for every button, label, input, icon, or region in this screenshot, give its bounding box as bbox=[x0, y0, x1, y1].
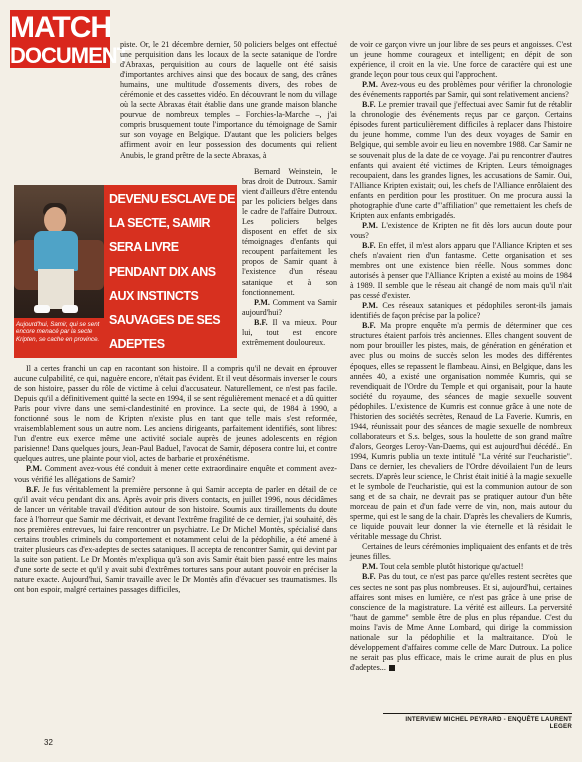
article-credit: INTERVIEW MICHEL PEYRARD - ENQUÊTE LAURENT LEGER bbox=[383, 713, 572, 730]
interview-question bbox=[350, 301, 572, 321]
article-paragraph: Il a certes franchi un cap en racontant son histoire. Il a compris qu'il ne devait en éprouver aucune culpabilité, ce qui, naguère encore, n'était pas évident. Et il veut désormais inverser le cours de son histoire, passer du rôle de victime à celui d'accusateur. Naturellement, ce n'est pas facile. Depuis qu'il a définitivement quitté la secte en 1994, il se sent régulièrement menacé et a dû quitter Paris pour vivre dans une semi-clandestinité en province. La secte qui, de 1984 à 1990, a fonctionné sous le nom de Kripten n'existe plus en tant que telle mais s'est reformée, vraisemblablement sous un autre nom. Les anciens dirigeants, parfaitement identifiés, sont libres: l'un d'entre eux exerce même une activité sociale auprès de jeunes adolescents en région parisienne! Dans quelques jours, Jean-Paul Baduel, l'avocat de Samir, déposera contre lui, et contre quelques autres, une plainte pour viol, actes de barbarie et proxénétisme. bbox=[14, 364, 337, 464]
question-text: Ces réseaux sataniques et pédophiles seront-ils jamais identifiés de façon précise par la police? bbox=[350, 301, 572, 321]
answer-text: Le premier travail que j'effectuai avec Samir fut de rétablir la chronologie des événements reçus par ce garçon. Certains épisodes furent particulièrement difficiles à replacer dans l'histoire du jeune homme, comme l'un des deux voyages de Samir en Belgique, qui semble avoir eu lieu en novembre 1988. Car Samir ne se souvenait plus de la date de ce voyage. J'ai pu rencontrer d'autres enfants qui avaient été victimes de Kripten. Leurs témoignages recoupaient, dans les grandes lignes, les accusations de Samir. Oui, l'Alliance Kripten existait; oui, les chefs de l'Alliance enrôlaient des enfants en perdition pour les prostituer. On me procura aussi la photographie d'une carte d'"affiliation" que remettaient les chefs de Kripten aux enfants embrigadés. bbox=[350, 100, 573, 220]
answer-text: Je fus véritablement la première personne à qui Samir accepta de parler en détail de ce qu'il avait vécu pendant dix ans. Après avoir pris divers contacts, en juillet 1996, nous décidâmes de lancer un véritable travail d'édition autour de son histoire. Soumis aux tiraillements du doute face à l'horreur que Samir me décrivait, et devant l'extrême fragilité de ce dernier, j'ai souhaité, dès nos premières entrevues, lui faire rencontrer un psychiatre. Le Dr Michel Montès, spécialisé dans certains troubles criminels du comportement et notamment celui de la pédophilie, a été amené à traiter plusieurs cas d'ex-adeptes de sectes sataniques. Il accepta de rencontrer Samir, qui devint par la suite son patient. Le Dr Montès m'expliqua qu'à son avis Samir était bien passé entre les mains d'une sorte de secte et qu'il y avait subi d'extrêmes tortures sans pour autant pouvoir en préciser la nature exacte. Aujourd'hui, Samir travaille avec le Dr Montès afin d'évacuer ses traumatismes. Ils ont bon espoir, malgré certaines passages difficiles, bbox=[14, 484, 337, 595]
answer-text: Pas du tout, ce n'est pas parce qu'elles restent secrètes que ces sectes ne sont pas plus nombreuses. Et si, aujourd'hui, certaines affaires sont mises en lumière, ce n'est pas grâce à une prise de conscience de la magistrature. La vérité est ailleurs. La perversité "haut de gamme" semble être de plus en plus répandue. C'est du moins l'avis de Mme Anne Lombard, qui dirige la commission nationale sur la pédophilie et la maltraitance. D'où le développement d'affaires comme celle de Marc Dutroux. La police ne serait pas plus efficace, mais le crime aurait de plus en plus d'adeptes... bbox=[350, 572, 572, 672]
article-paragraph: Certaines de leurs cérémonies impliquaient des enfants et de très jeunes filles. bbox=[350, 542, 572, 562]
interview-question bbox=[242, 298, 337, 318]
portrait-photo bbox=[14, 185, 104, 318]
speaker-label: B.F. bbox=[362, 321, 376, 331]
photo-feature-block bbox=[14, 185, 237, 358]
magazine-logo bbox=[10, 10, 130, 68]
speaker-label: P.M. bbox=[254, 297, 270, 307]
speaker-label: P.M. bbox=[362, 220, 378, 230]
speaker-label: B.F. bbox=[254, 317, 268, 327]
question-text: Avez-vous eu des problèmes pour vérifier la chronologie des événements rapportés par Samir, qui sont relativement anciens? bbox=[350, 80, 572, 100]
speaker-label: P.M. bbox=[26, 464, 42, 474]
interview-question bbox=[350, 80, 572, 100]
photo-caption: Aujourd'hui, Samir, qui se sent encore menacé par la secte Kripten, se cache en province. bbox=[16, 321, 100, 343]
article-column-1-top bbox=[120, 40, 337, 161]
interview-answer bbox=[350, 321, 572, 542]
logo-line2: DOCUMENT bbox=[10, 43, 130, 68]
speaker-label: B.F. bbox=[362, 100, 376, 110]
speaker-label: P.M. bbox=[362, 562, 378, 572]
page-number: 32 bbox=[44, 738, 53, 747]
speaker-label: P.M. bbox=[362, 301, 378, 311]
feature-headline: DEVENU ESCLAVE DE LA SECTE, SAMIR SERA LIVRE PENDANT DIX ANS AUX INSTINCTS SAUVAGES DE SES ADEPTES bbox=[109, 192, 236, 352]
interview-answer bbox=[350, 241, 572, 301]
interview-question bbox=[14, 464, 337, 484]
answer-text: Il va mieux. Pour lui, tout est encore extrêmement douloureux. bbox=[242, 317, 337, 347]
question-text: L'existence de Kripten ne fit dès lors aucun doute pour vous? bbox=[350, 220, 572, 240]
interview-answer bbox=[14, 485, 337, 596]
interview-answer bbox=[350, 100, 572, 221]
question-text: Comment va Samir aujourd'hui? bbox=[242, 297, 337, 317]
speaker-label: B.F. bbox=[362, 240, 376, 250]
interview-answer bbox=[350, 572, 572, 672]
interview-question bbox=[350, 221, 572, 241]
interview-answer bbox=[242, 318, 337, 348]
article-paragraph: piste. Or, le 21 décembre dernier, 50 policiers belges ont effectué une perquisition dans les locaux de la secte satanique de l'ordre d'Abraxas, perquisition au cours de laquelle ont été saisis d'importantes archives ainsi que des bocaux de sang, des crânes humains, une multitude d'ossements divers, des robes de cérémonie et des cassettes vidéo. En découvrant le nom du village où la secte Abraxas était établie dans une grande maison blanche pourvue de nombreux temples – Forchies-la-Marche –, j'ai compris brusquement toute l'importance du témoignage de Samir sur son voyage en Belgique. D'autant que les policiers belges affirment avoir en leur possession des documents qui relient Anubis, le grand prêtre de la secte Abraxas, à bbox=[120, 40, 337, 160]
question-text: Comment avez-vous été conduit à mener cette extraordinaire enquête et comment avez-vous vérifié les allégations de Samir? bbox=[14, 464, 337, 484]
speaker-label: B.F. bbox=[362, 572, 376, 582]
answer-text: Ma propre enquête m'a permis de déterminer que ces structures étaient parfois très anciennes. Elles changent souvent de nom pour brouiller les pistes, mais, de génération en génération et avec plus ou moins de succès selon les modes des différentes époques, elles se repassent le flambeau. Ainsi, en Belgique, dans les années 40, a existé une organisation nommée Kumris, qui se revendiquait de l'Ordre du Temple et qui organisait, pour la haute société du royaume, des séances de magie sexuelle souvent pédophiles. L'existence de Kumris est connue grâce à une note de l'historien des sociétés secrètes, Renaud de La Faverie. Kumris, en 1944, réunissait pour des séances de magie sexuelle de nombreux collaborateurs et S.s. belges, sous la houlette de son grand maître d'alors, Georges Leroy-Van-Daems, qui est aujourd'hui décédé.. En 1994, Kumris publia un texte intitulé "La vérité sur l'eucharistie". Dans ce dernier, les chevaliers de l'Ordre dévoilaient l'un de leurs secrets. D'après leur science, le Christ était initié à la magie sexuelle et le symbole de l'eucharistie, qui est la communion autour de son sang et de sa chair, ne devrait pas se pratiquer autour d'un bête morceau de pain et d'un fade verre de vin, non, mais autour du sperme, qui est le sang de la chair. D'après les chevaliers de Kumris, ce liquide pouvait leur donner la vie éternelle et là résidait le véritable message du Christ. bbox=[350, 321, 572, 542]
speaker-label: B.F. bbox=[26, 484, 40, 494]
end-of-article-mark bbox=[389, 665, 395, 671]
logo-line1: MATCH bbox=[10, 11, 112, 44]
article-column-2 bbox=[350, 40, 572, 673]
article-column-1-side bbox=[242, 167, 337, 348]
question-text: Tout cela semble plutôt historique qu'actuel! bbox=[379, 562, 524, 572]
article-paragraph: de voir ce garçon vivre un jour libre de ses peurs et angoisses. C'est un jeune homme courageux et intelligent; en dépit de son expérience, il croit en la vie. Une force de caractère qui est une grande leçon pour tous ceux qui l'approchent. bbox=[350, 40, 572, 80]
article-column-1-bottom bbox=[14, 364, 337, 595]
speaker-label: P.M. bbox=[362, 80, 378, 90]
article-paragraph: Bernard Weinstein, le bras droit de Dutroux. Samir vient d'ailleurs d'être entendu par les policiers belges dans le cadre de l'affaire Dutroux. Les policiers belges disposent en effet de six témoignages d'enfants qui recoupent parfaitement les propos de Samir quant à l'existence d'un réseau satanique et à son fonctionnement. bbox=[242, 167, 337, 297]
interview-question bbox=[350, 562, 572, 572]
answer-text: En effet, il m'est alors apparu que l'Alliance Kripten et ses chefs n'avaient rien d'un fantasme. Cette organisation et ses membres ont une existence bien réelle. Nous sommes donc autorisés à penser que l'Alliance Kripten a existé au moins de 1984 à 1989. Il semble que le réseau ait changé de nom mais qu'il n'ait pas cessé d'exister. bbox=[350, 240, 573, 301]
